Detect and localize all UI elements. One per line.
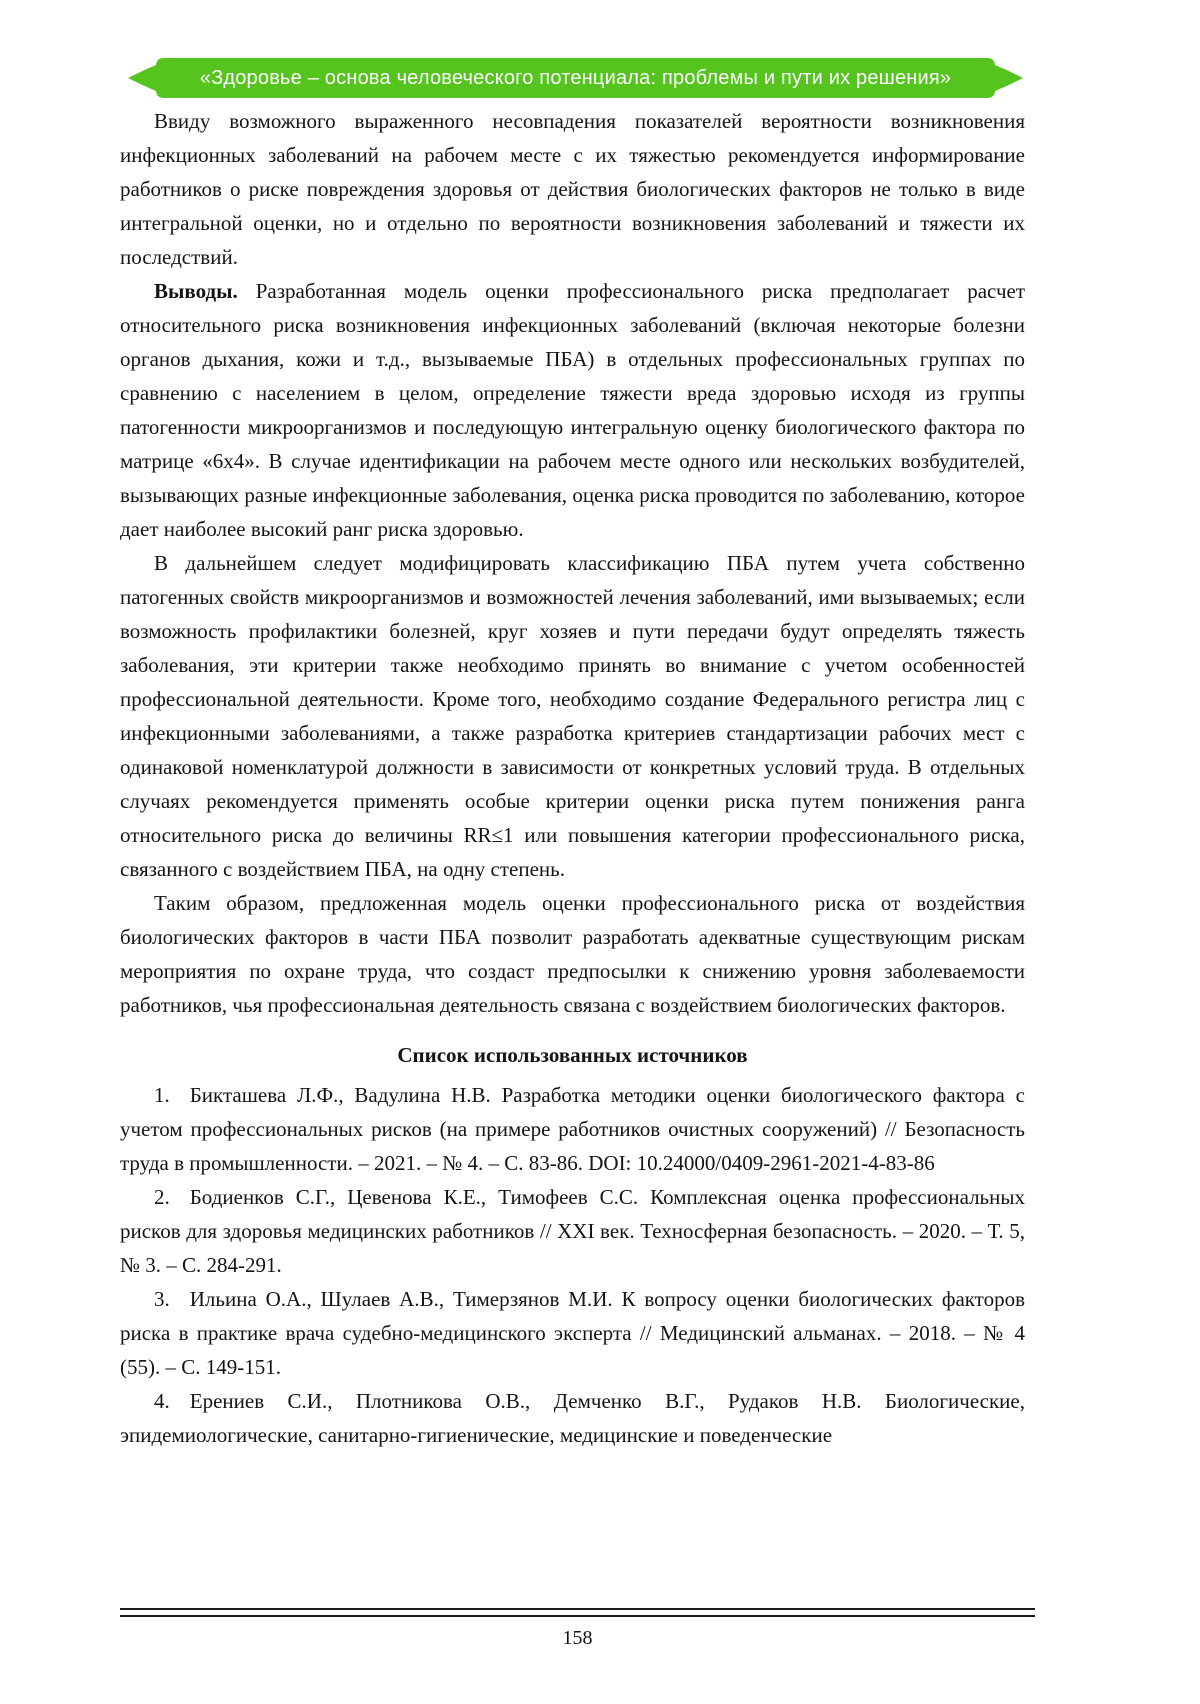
reference-text: Бодиенков С.Г., Цевенова К.Е., Тимофеев С.С. Комплексная оценка профессиональных рисков для здоровья медицинских работников // XXI век. Техносферная безопасность. – 2020. – Т. 5, № 3. – С. 284-291.	[120, 1185, 1025, 1277]
reference-item	[120, 1384, 1025, 1452]
paragraph	[120, 274, 1025, 546]
paragraph	[120, 104, 1025, 274]
paragraph-text: Разработанная модель оценки профессионального риска предполагает расчет относительного риска возникновения инфекционных заболеваний (включая некоторые болезни органов дыхания, кожи и т.д., вызываемые ПБА) в отдельных профессиональных группах по сравнению с населением в целом, определение тяжести вреда здоровью исходя из группы патогенности микроорганизмов и последующую интегральную оценку биологического фактора по матрице «6х4». В случае идентификации на рабочем месте одного или нескольких возбудителей, вызывающих разные инфекционные заболевания, оценка риска проводится по заболеванию, которое дает наиболее высокий ранг риска здоровью.	[120, 279, 1025, 541]
reference-number: 3.	[154, 1287, 170, 1311]
reference-text: Ильина О.А., Шулаев А.В., Тимерзянов М.И. К вопросу оценки биологических факторов риска в практике врача судебно-медицинского эксперта // Медицинский альманах. – 2018. – № 4 (55). – С. 149-151.	[120, 1287, 1025, 1379]
references-heading: Список использованных источников	[397, 1043, 748, 1067]
reference-item	[120, 1180, 1025, 1282]
page-number: 158	[562, 1627, 593, 1649]
paragraph-text: Ввиду возможного выраженного несовпадения показателей вероятности возникновения инфекционных заболеваний на рабочем месте с их тяжестью рекомендуется информирование работников о риске повреждения здоровья от действия биологических факторов не только в виде интегральной оценки, но и отдельно по вероятности возникновения заболеваний и тяжести их последствий.	[120, 109, 1025, 269]
conference-title: «Здоровье – основа человеческого потенциала: проблемы и пути их решения»	[199, 66, 952, 89]
reference-text: Ерениев С.И., Плотникова О.В., Демченко В.Г., Рудаков Н.В. Биологические, эпидемиологические, санитарно-гигиенические, медицинские и поведенческие	[120, 1389, 1025, 1447]
reference-number: 4.	[154, 1389, 170, 1413]
reference-text: Бикташева Л.Ф., Вадулина Н.В. Разработка методики оценки биологического фактора с учетом профессиональных рисков (на примере работников очистных сооружений) // Безопасность труда в промышленности. – 2021. – № 4. – С. 83-86. DOI: 10.24000/0409-2961-2021-4-83-86	[120, 1083, 1025, 1175]
footer-double-rule	[120, 1608, 1035, 1617]
paragraph-text: Таким образом, предложенная модель оценки профессионального риска от воздействия биологических факторов в части ПБА позволит разработать адекватные существующим рискам мероприятия по охране труда, что создаст предпосылки к снижению уровня заболеваемости работников, чья профессиональная деятельность связана с воздействием биологических факторов.	[120, 891, 1025, 1017]
reference-item	[120, 1282, 1025, 1384]
paragraph	[120, 886, 1025, 1022]
reference-item	[120, 1078, 1025, 1180]
page-footer	[120, 1608, 1035, 1650]
reference-number: 2.	[154, 1185, 170, 1209]
header-ribbon	[128, 58, 1023, 98]
paragraph-lead-conclusions: Выводы.	[154, 279, 238, 303]
article-body	[120, 104, 1025, 1452]
paragraph	[120, 546, 1025, 886]
paragraph-text: В дальнейшем следует модифицировать классификацию ПБА путем учета собственно патогенных свойств микроорганизмов и возможностей лечения заболеваний, ими вызываемых; если возможность профилактики болезней, круг хозяев и пути передачи будут определять тяжесть заболевания, эти критерии также необходимо принять во внимание с учетом особенностей профессиональной деятельности. Кроме того, необходимо создание Федерального регистра лиц с инфекционными заболеваниями, а также разработка критериев стандартизации рабочих мест с одинаковой номенклатурой должности в зависимости от конкретных условий труда. В отдельных случаях рекомендуется применять особые критерии оценки риска путем понижения ранга относительного риска до величины RR≤1 или повышения категории профессионального риска, связанного с воздействием ПБА, на одну степень.	[120, 551, 1025, 881]
reference-number: 1.	[154, 1083, 170, 1107]
